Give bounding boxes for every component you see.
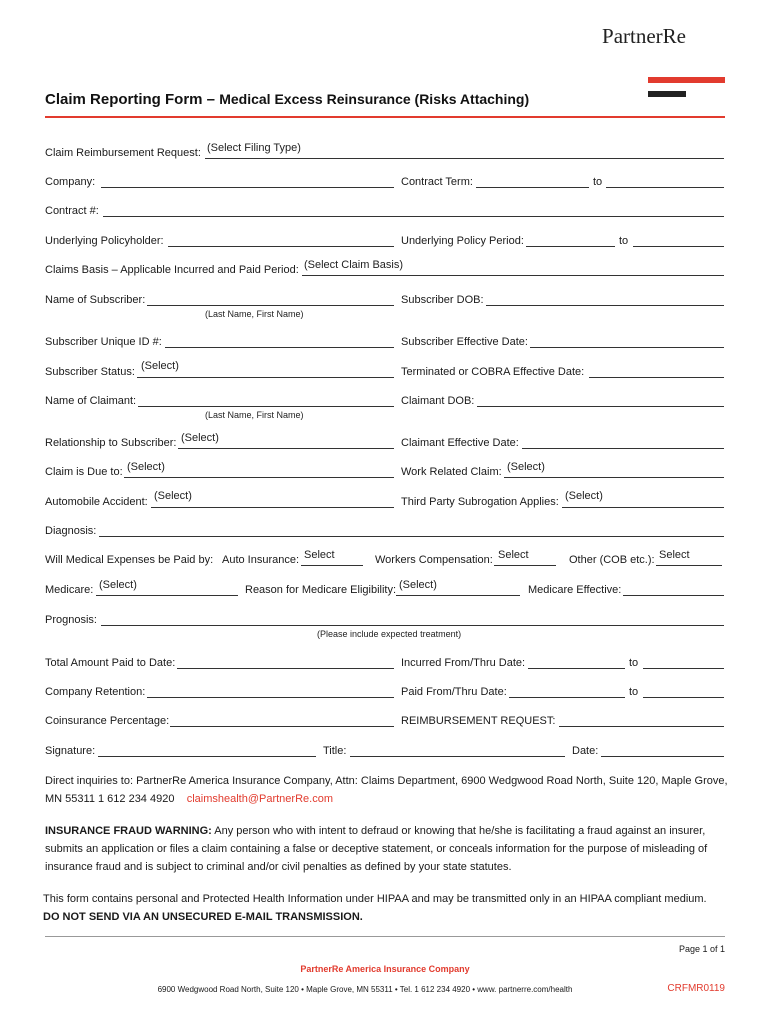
footer-company: PartnerRe America Insurance Company [300, 964, 470, 974]
medicare-reason-value[interactable]: (Select) [399, 579, 437, 591]
claimant-dob-field[interactable] [477, 406, 724, 407]
coinsurance-label: Coinsurance Percentage: [45, 715, 170, 727]
other-cob-value[interactable]: Select [659, 549, 690, 561]
brand-black-bar [648, 91, 686, 97]
relationship-select[interactable] [178, 448, 394, 449]
medicare-effective-field[interactable] [623, 595, 724, 596]
contract-number-label: Contract #: [45, 205, 99, 217]
contract-term-to-label: to [593, 176, 603, 188]
page-number: Page 1 of 1 [678, 944, 725, 954]
claimant-name-label: Name of Claimant: [45, 395, 137, 407]
company-retention-field[interactable] [147, 697, 394, 698]
paid-by-label: Will Medical Expenses be Paid by: [45, 554, 214, 566]
signature-label: Signature: [45, 745, 96, 757]
prognosis-field[interactable] [101, 625, 724, 626]
date-label: Date: [572, 745, 599, 757]
contract-term-from-field[interactable] [476, 187, 589, 188]
brand-red-bar [648, 77, 725, 83]
claimant-effective-date-field[interactable] [522, 448, 724, 449]
form-title-part2: Medical Excess Reinsurance (Risks Attaching) [219, 91, 530, 107]
reimbursement-request-label: Claim Reimbursement Request: [45, 147, 201, 159]
total-paid-field[interactable] [177, 668, 394, 669]
incurred-to-label: to [629, 657, 639, 669]
date-field[interactable] [601, 756, 724, 757]
work-related-value[interactable]: (Select) [507, 461, 545, 473]
reimbursement-request-select[interactable] [205, 158, 724, 159]
subscriber-status-label: Subscriber Status: [45, 366, 135, 378]
fraud-heading: INSURANCE FRAUD WARNING: [45, 825, 212, 837]
underlying-policy-period-from-field[interactable] [526, 246, 615, 247]
relationship-value[interactable]: (Select) [181, 432, 219, 444]
underlying-policy-period-label: Underlying Policy Period: [401, 235, 524, 247]
terminated-cobra-label: Terminated or COBRA Effective Date: [401, 366, 585, 378]
diagnosis-field[interactable] [99, 536, 724, 537]
inquiries-line2 [45, 790, 735, 808]
claimant-effective-date-label: Claimant Effective Date: [401, 437, 519, 449]
subscriber-id-label: Subscriber Unique ID #: [45, 336, 162, 348]
hipaa-notice [43, 890, 733, 926]
form-title-part1: Claim Reporting Form – [45, 91, 216, 108]
fraud-text1: Any person who with intent to defraud or knowing that he/she is facilitating a fraud against an insurer, [211, 825, 706, 837]
reimbursement-request-amount-field[interactable] [559, 726, 724, 727]
subscriber-effective-date-field[interactable] [530, 347, 724, 348]
third-party-value[interactable]: (Select) [565, 490, 603, 502]
subscriber-effective-date-label: Subscriber Effective Date: [401, 336, 528, 348]
underlying-policy-period-to-field[interactable] [633, 246, 724, 247]
medicare-reason-select[interactable] [396, 595, 520, 596]
claims-basis-label: Claims Basis – Applicable Incurred and Paid Period: [45, 264, 299, 276]
subscriber-name-label: Name of Subscriber: [45, 294, 146, 306]
medicare-select[interactable] [96, 595, 238, 596]
subscriber-status-value[interactable]: (Select) [141, 360, 179, 372]
other-cob-label: Other (COB etc.): [569, 554, 655, 566]
underlying-policy-period-to-label: to [619, 235, 629, 247]
underlying-policyholder-label: Underlying Policyholder: [45, 235, 164, 247]
claimant-name-field[interactable] [138, 406, 394, 407]
third-party-select[interactable] [562, 507, 724, 508]
title-label: Title: [323, 745, 347, 757]
claims-basis-select[interactable] [302, 275, 724, 276]
subscriber-name-hint: (Last Name, First Name) [205, 309, 304, 319]
claim-due-to-select[interactable] [124, 477, 394, 478]
inquiries-line1: Direct inquiries to: PartnerRe America Insurance Company, Attn: Claims Department, 6900 Wedgwood Road North, Suite 120, Maple Grove, [45, 775, 728, 787]
claims-basis-value[interactable]: (Select Claim Basis) [304, 259, 404, 271]
workers-comp-value[interactable]: Select [498, 549, 529, 561]
paid-to-label: to [629, 686, 639, 698]
fraud-line1 [45, 822, 735, 840]
auto-insurance-label: Auto Insurance: [222, 554, 300, 566]
coinsurance-field[interactable] [170, 726, 394, 727]
footer-divider [45, 936, 725, 937]
medicare-label: Medicare: [45, 584, 94, 596]
form-code: CRFMR0119 [667, 983, 725, 994]
inquiries-paragraph [45, 772, 735, 808]
terminated-cobra-field[interactable] [589, 377, 724, 378]
company-field[interactable] [101, 187, 394, 188]
incurred-to-field[interactable] [643, 668, 724, 669]
company-retention-label: Company Retention: [45, 686, 146, 698]
signature-field[interactable] [98, 756, 316, 757]
incurred-from-label: Incurred From/Thru Date: [401, 657, 526, 669]
auto-accident-value[interactable]: (Select) [154, 490, 192, 502]
reimbursement-request-value[interactable]: (Select Filing Type) [207, 142, 301, 154]
subscriber-dob-field[interactable] [486, 305, 724, 306]
underlying-policyholder-field[interactable] [168, 246, 394, 247]
contract-term-to-field[interactable] [606, 187, 724, 188]
title-rule-red [45, 116, 725, 118]
incurred-from-field[interactable] [528, 668, 625, 669]
work-related-label: Work Related Claim: [401, 466, 502, 478]
fraud-text3: insurance fraud and is subject to criminal and/or civil penalties as defined by your state statutes. [45, 861, 512, 873]
footer-address: 6900 Wedgwood Road North, Suite 120 • Maple Grove, MN 55311 • Tel. 1 612 234 4920 • www. partnerre.com/health [157, 985, 573, 994]
paid-to-field[interactable] [643, 697, 724, 698]
contract-term-label: Contract Term: [401, 176, 473, 188]
paid-from-label: Paid From/Thru Date: [401, 686, 507, 698]
auto-insurance-value[interactable]: Select [304, 549, 335, 561]
auto-accident-select[interactable] [151, 507, 394, 508]
total-paid-label: Total Amount Paid to Date: [45, 657, 176, 669]
claim-due-to-label: Claim is Due to: [45, 466, 123, 478]
subscriber-name-field[interactable] [147, 305, 394, 306]
inquiries-phone: MN 55311 1 612 234 4920 [45, 793, 175, 805]
fraud-text2: submits an application or files a claim containing a false or deceptive statement, or conceals information for the purpose of misleading of [45, 843, 708, 855]
medicare-reason-label: Reason for Medicare Eligibility: [245, 584, 397, 596]
subscriber-id-field[interactable] [165, 347, 394, 348]
medicare-value[interactable]: (Select) [99, 579, 137, 591]
auto-insurance-select[interactable] [301, 565, 363, 566]
claim-due-to-value[interactable]: (Select) [127, 461, 165, 473]
subscriber-dob-label: Subscriber DOB: [401, 294, 484, 306]
other-cob-select[interactable] [656, 565, 722, 566]
reimbursement-request-amount-label: REIMBURSEMENT REQUEST: [401, 715, 556, 727]
hipaa-text: This form contains personal and Protected Health Information under HIPAA and may be transmitted only in an HIPAA compliant medium. [43, 893, 707, 905]
paid-from-field[interactable] [509, 697, 625, 698]
form-title [45, 91, 529, 108]
workers-comp-label: Workers Compensation: [375, 554, 493, 566]
email-link[interactable]: claimshealth@PartnerRe.com [186, 793, 333, 805]
subscriber-status-select[interactable] [137, 377, 394, 378]
hipaa-warning: DO NOT SEND VIA AN UNSECURED E-MAIL TRANSMISSION. [43, 911, 363, 923]
claimant-dob-label: Claimant DOB: [401, 395, 475, 407]
medicare-effective-label: Medicare Effective: [528, 584, 622, 596]
partnerre-logo: PartnerRe [602, 24, 686, 48]
title-field[interactable] [350, 756, 565, 757]
auto-accident-label: Automobile Accident: [45, 496, 148, 508]
prognosis-hint: (Please include expected treatment) [317, 629, 462, 639]
workers-comp-select[interactable] [494, 565, 556, 566]
work-related-select[interactable] [504, 477, 724, 478]
third-party-label: Third Party Subrogation Applies: [401, 496, 559, 508]
company-label: Company: [45, 176, 96, 188]
prognosis-label: Prognosis: [45, 614, 97, 626]
contract-number-field[interactable] [103, 216, 724, 217]
fraud-warning [45, 822, 735, 876]
claimant-name-hint: (Last Name, First Name) [205, 410, 304, 420]
relationship-label: Relationship to Subscriber: [45, 437, 177, 449]
diagnosis-label: Diagnosis: [45, 525, 97, 537]
